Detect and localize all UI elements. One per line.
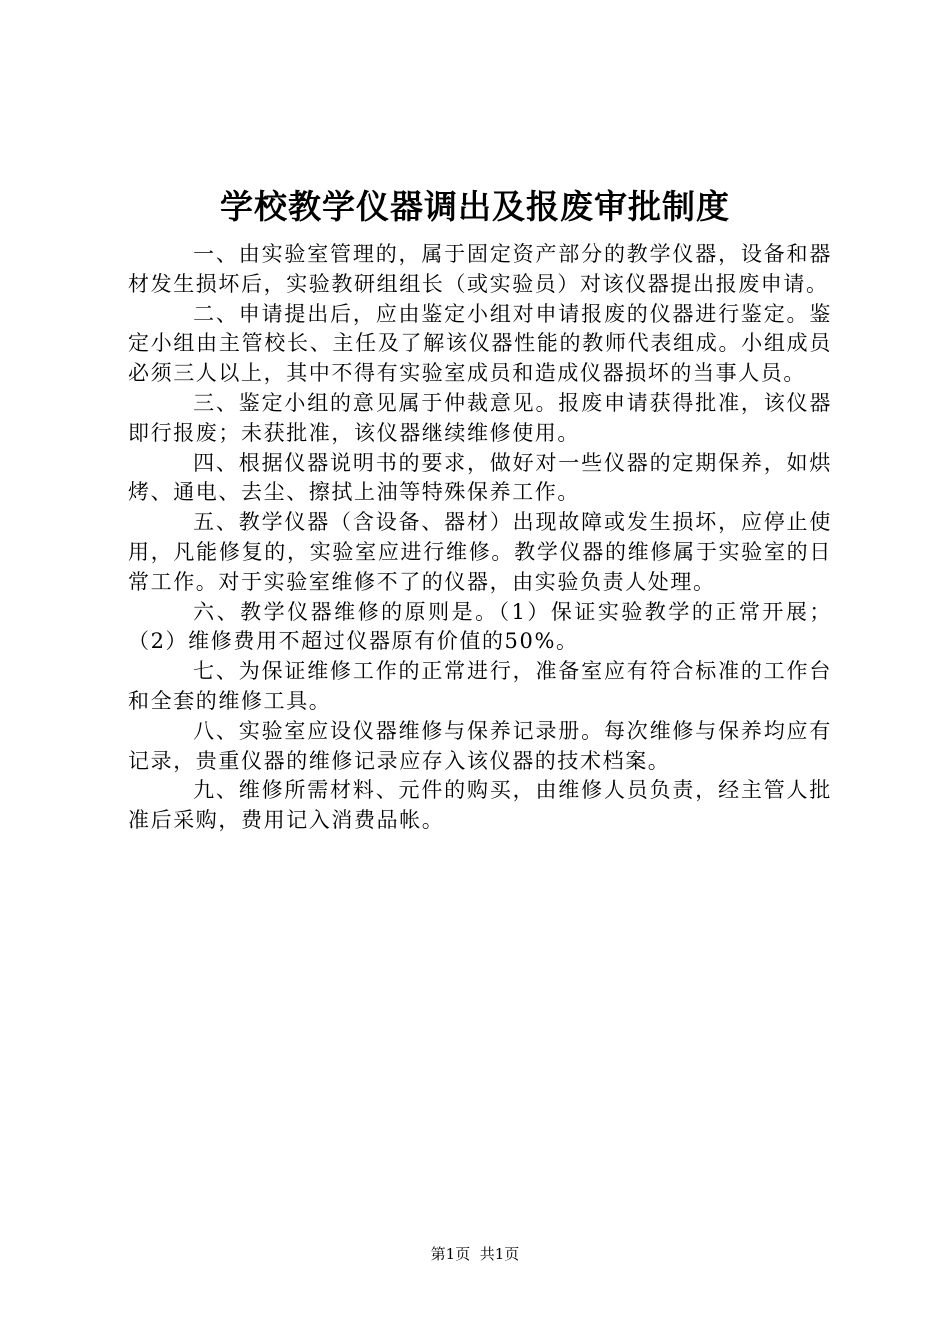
paragraph-3: 三、鉴定小组的意见属于仲裁意见。报废申请获得批准，该仪器即行报废；未获批准，该仪器继续维修使用。 xyxy=(128,390,832,445)
document-title: 学校教学仪器调出及报废审批制度 xyxy=(220,187,730,226)
paragraph-6: 六、教学仪器维修的原则是。（1）保证实验教学的正常开展；（2）维修费用不超过仪器原有价值的50%。 xyxy=(128,599,832,654)
page-number-total: 共1页 xyxy=(479,1245,520,1263)
paragraph-2: 二、申请提出后，应由鉴定小组对申请报废的仪器进行鉴定。鉴定小组由主管校长、主任及了解该仪器性能的教师代表组成。小组成员必须三人以上，其中不得有实验室成员和造成仪器损坏的当事人员。 xyxy=(128,301,832,386)
page-number-current: 第1页 xyxy=(430,1245,471,1263)
paragraph-8: 八、实验室应设仪器维修与保养记录册。每次维修与保养均应有记录，贵重仪器的维修记录应存入该仪器的技术档案。 xyxy=(128,718,832,773)
paragraph-4: 四、根据仪器说明书的要求，做好对一些仪器的定期保养，如烘烤、通电、去尘、擦拭上油等特殊保养工作。 xyxy=(128,450,832,505)
paragraph-9: 九、维修所需材料、元件的购买，由维修人员负责，经主管人批准后采购，费用记入消费品帐。 xyxy=(128,778,832,833)
footer-separator xyxy=(470,1245,480,1263)
paragraph-5: 五、教学仪器（含设备、器材）出现故障或发生损坏，应停止使用，凡能修复的，实验室应进行维修。教学仪器的维修属于实验室的日常工作。对于实验室维修不了的仪器，由实验负责人处理。 xyxy=(128,510,832,594)
document-body xyxy=(128,240,832,836)
page-footer xyxy=(0,1244,950,1264)
paragraph-1: 一、由实验室管理的，属于固定资产部分的教学仪器，设备和器材发生损坏后，实验教研组组长（或实验员）对该仪器提出报废申请。 xyxy=(128,242,832,296)
paragraph-7: 七、为保证维修工作的正常进行，准备室应有符合标准的工作台和全套的维修工具。 xyxy=(128,659,832,713)
